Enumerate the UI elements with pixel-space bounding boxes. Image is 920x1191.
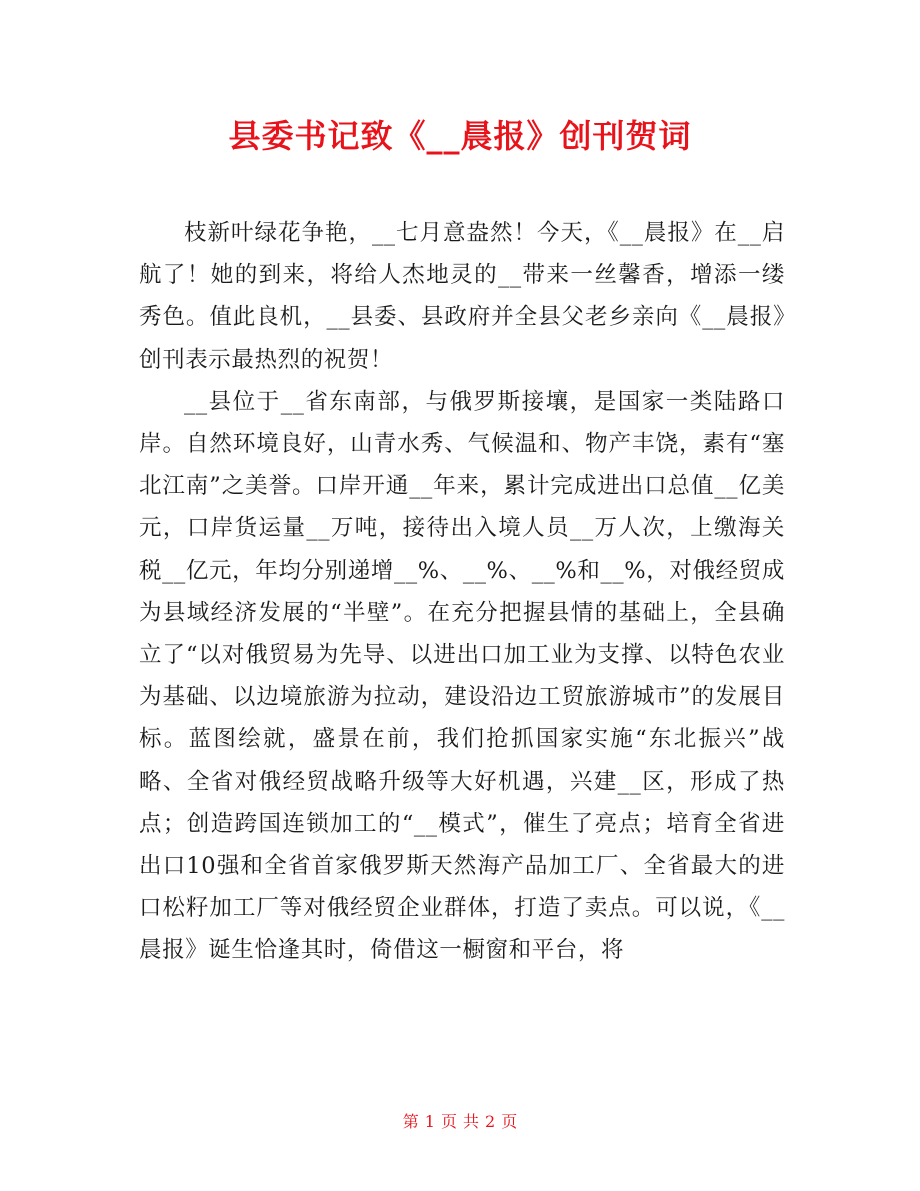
paragraph-2: __县位于__省东南部，与俄罗斯接壤，是国家一类陆路口岸。自然环境良好，山青水秀、气候温和、物产丰饶，素有“塞北江南”之美誉。口岸开通__年来，累计完成进出口总值__亿美元，口岸货运量__万吨，接待出入境人员__万人次，上缴海关税__亿元，年均分别递增__%、__%、__%和__%，对俄经贸成为县域经济发展的“半壁”。在充分把握县情的基础上，全县确立了“以对俄贸易为先导、以进出口加工业为支撑、以特色农业为基础、以边境旅游为拉动，建设沿边工贸旅游城市”的发展目标。蓝图绘就，盛景在前，我们抢抓国家实施“东北振兴”战略、全省对俄经贸战略升级等大好机遇，兴建__区，形成了热点；创造跨国连锁加工的“__模式”，催生了亮点；培育全省进出口10强和全省首家俄罗斯天然海产品加工厂、全省最大的进口松籽加工厂等对俄经贸企业群体，打造了卖点。可以说，《__晨报》诞生恰逢其时，倚借这一橱窗和平台，将 (139, 388, 785, 964)
footer-current-page: 1 (424, 1112, 435, 1131)
paragraph-1: 枝新叶绿花争艳，__七月意盎然！今天，《__晨报》在__启航了！她的到来，将给人杰地灵的__带来一丝馨香，增添一缕秀色。值此良机，__县委、县政府并全县父老乡亲向《__晨报》创刊表示最热烈的祝贺！ (139, 220, 785, 373)
page-footer (0, 1110, 920, 1134)
footer-total-label: 共 (463, 1112, 480, 1131)
footer-page-suffix: 页 (501, 1112, 518, 1131)
document-body (139, 212, 785, 972)
footer-total-pages: 2 (485, 1112, 496, 1131)
footer-page-mid: 页 (440, 1112, 457, 1131)
footer-page-prefix: 第 (402, 1112, 419, 1131)
document-title: 县委书记致《__晨报》创刊贺词 (228, 117, 692, 155)
